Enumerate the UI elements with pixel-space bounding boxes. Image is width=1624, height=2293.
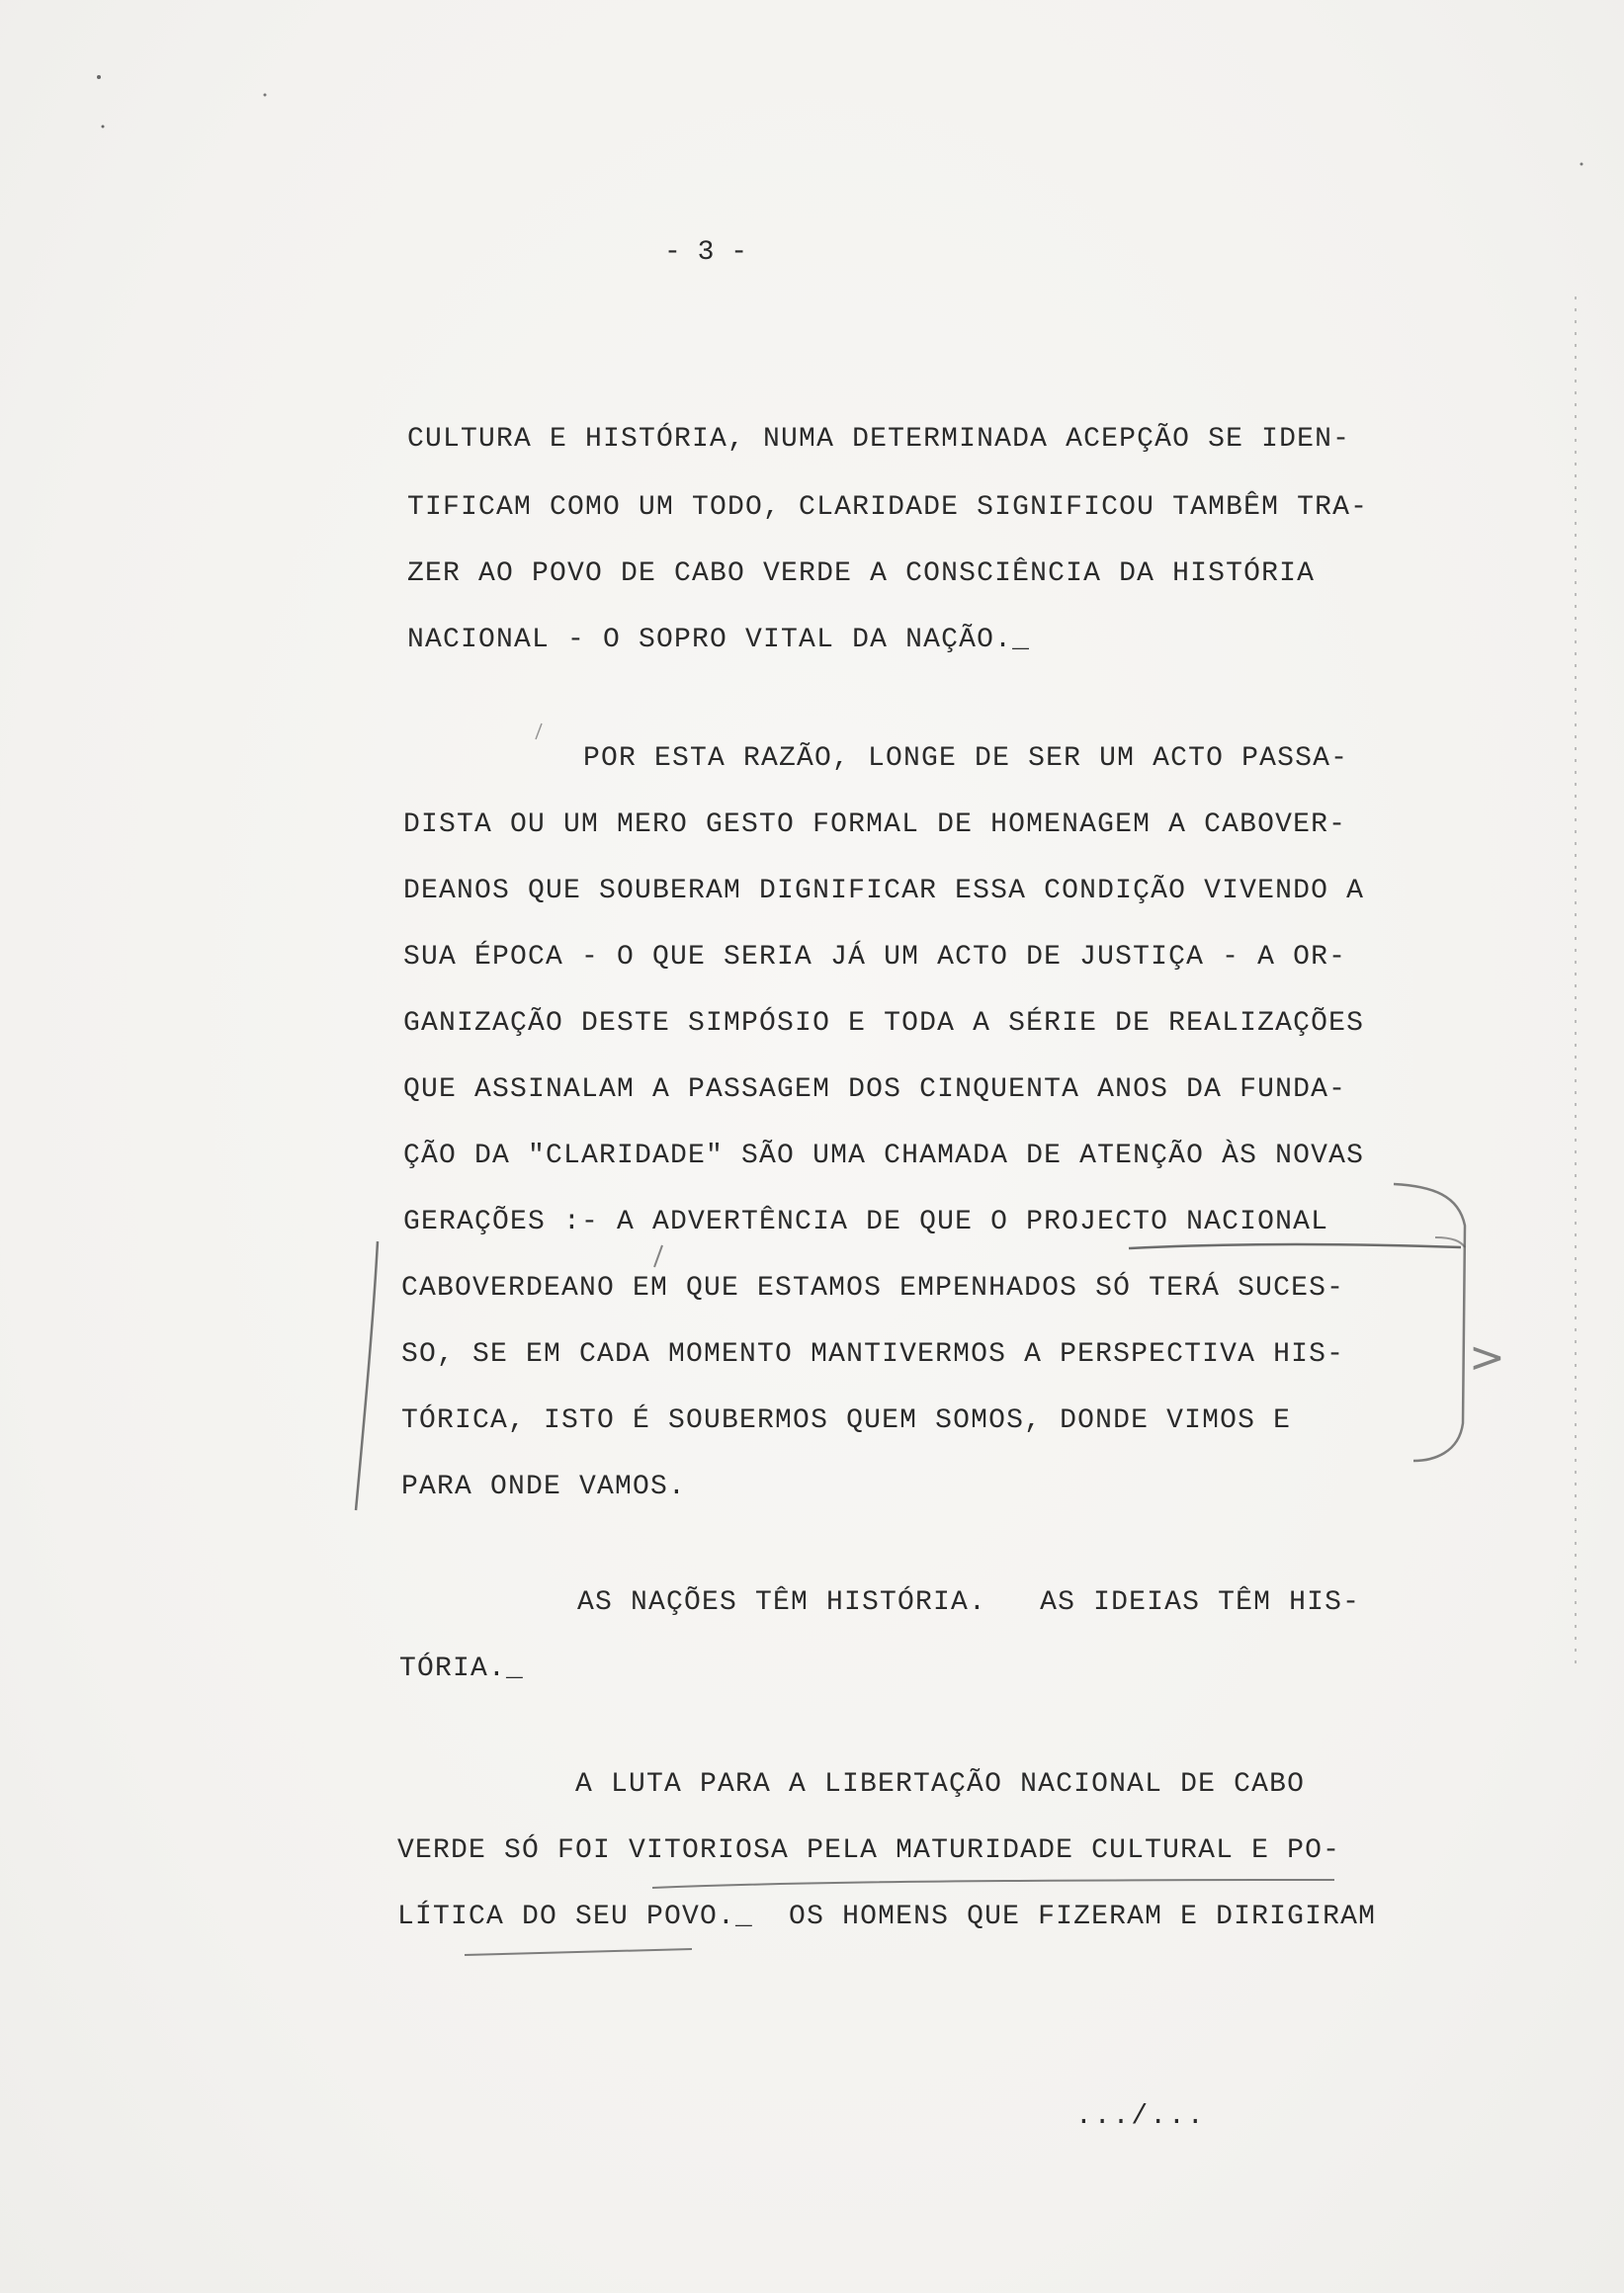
underline-litica bbox=[465, 1949, 692, 1955]
underline-vitoriosa bbox=[652, 1880, 1334, 1888]
paragraph-2-line-2: DISTA OU UM MERO GESTO FORMAL DE HOMENAGEM A CABOVER- bbox=[403, 809, 1347, 840]
paragraph-3-line-2: TÓRIA._ bbox=[399, 1654, 525, 1684]
paragraph-2-line-12: PARA ONDE VAMOS. bbox=[401, 1472, 687, 1502]
paragraph-2-line-5: GANIZAÇÃO DESTE SIMPÓSIO E TODA A SÉRIE DE REALIZAÇÕES bbox=[403, 1008, 1365, 1039]
underline-projecto-nacional bbox=[1129, 1244, 1461, 1248]
paragraph-1-line-4: NACIONAL - O SOPRO VITAL DA NAÇÃO._ bbox=[407, 625, 1031, 655]
right-bracket-annotation bbox=[1394, 1184, 1465, 1461]
paragraph-2-line-11: TÓRICA, ISTO É SOUBERMOS QUEM SOMOS, DONDE VIMOS E bbox=[401, 1405, 1292, 1436]
paragraph-1-line-1: CULTURA E HISTÓRIA, NUMA DETERMINADA ACEPÇÃO SE IDEN- bbox=[407, 424, 1351, 455]
paragraph-1-line-2: TIFICAM COMO UM TODO, CLARIDADE SIGNIFICOU TAMBÊM TRA- bbox=[407, 492, 1369, 523]
paragraph-4-line-2: VERDE SÓ FOI VITORIOSA PELA MATURIDADE CULTURAL E PO- bbox=[397, 1835, 1341, 1866]
paragraph-2-line-3: DEANOS QUE SOUBERAM DIGNIFICAR ESSA CONDIÇÃO VIVENDO A bbox=[403, 876, 1365, 906]
paragraph-4-line-1: A LUTA PARA A LIBERTAÇÃO NACIONAL DE CABO bbox=[575, 1769, 1306, 1800]
paragraph-2-line-10: SO, SE EM CADA MOMENTO MANTIVERMOS A PERSPECTIVA HIS- bbox=[401, 1339, 1345, 1370]
page-number: - 3 - bbox=[664, 237, 748, 268]
paragraph-2-line-9: CABOVERDEANO EM QUE ESTAMOS EMPENHADOS SÓ TERÁ SUCES- bbox=[401, 1273, 1345, 1304]
handwritten-arrow-mark: > bbox=[1469, 1332, 1505, 1383]
paragraph-3-line-1: AS NAÇÕES TÊM HISTÓRIA. AS IDEIAS TÊM HIS- bbox=[577, 1587, 1361, 1618]
paragraph-2-line-8: GERAÇÕES :- A ADVERTÊNCIA DE QUE O PROJECTO NACIONAL bbox=[403, 1207, 1329, 1237]
continuation-marker: .../... bbox=[1075, 2101, 1206, 2132]
paragraph-2-line-6: QUE ASSINALAM A PASSAGEM DOS CINQUENTA ANOS DA FUNDA- bbox=[403, 1074, 1347, 1105]
paragraph-2-line-1: POR ESTA RAZÃO, LONGE DE SER UM ACTO PASSA- bbox=[583, 743, 1349, 774]
paragraph-1-line-3: ZER AO POVO DE CABO VERDE A CONSCIÊNCIA DA HISTÓRIA bbox=[407, 558, 1316, 589]
paragraph-2-line-7: ÇÃO DA "CLARIDADE" SÃO UMA CHAMADA DE ATENÇÃO ÀS NOVAS bbox=[403, 1141, 1365, 1171]
paragraph-4-line-3: LÍTICA DO SEU POVO._ OS HOMENS QUE FIZERAM E DIRIGIRAM bbox=[397, 1902, 1377, 1932]
margin-line-annotation bbox=[356, 1241, 378, 1510]
paragraph-2-line-4: SUA ÉPOCA - O QUE SERIA JÁ UM ACTO DE JUSTIÇA - A OR- bbox=[403, 942, 1347, 973]
